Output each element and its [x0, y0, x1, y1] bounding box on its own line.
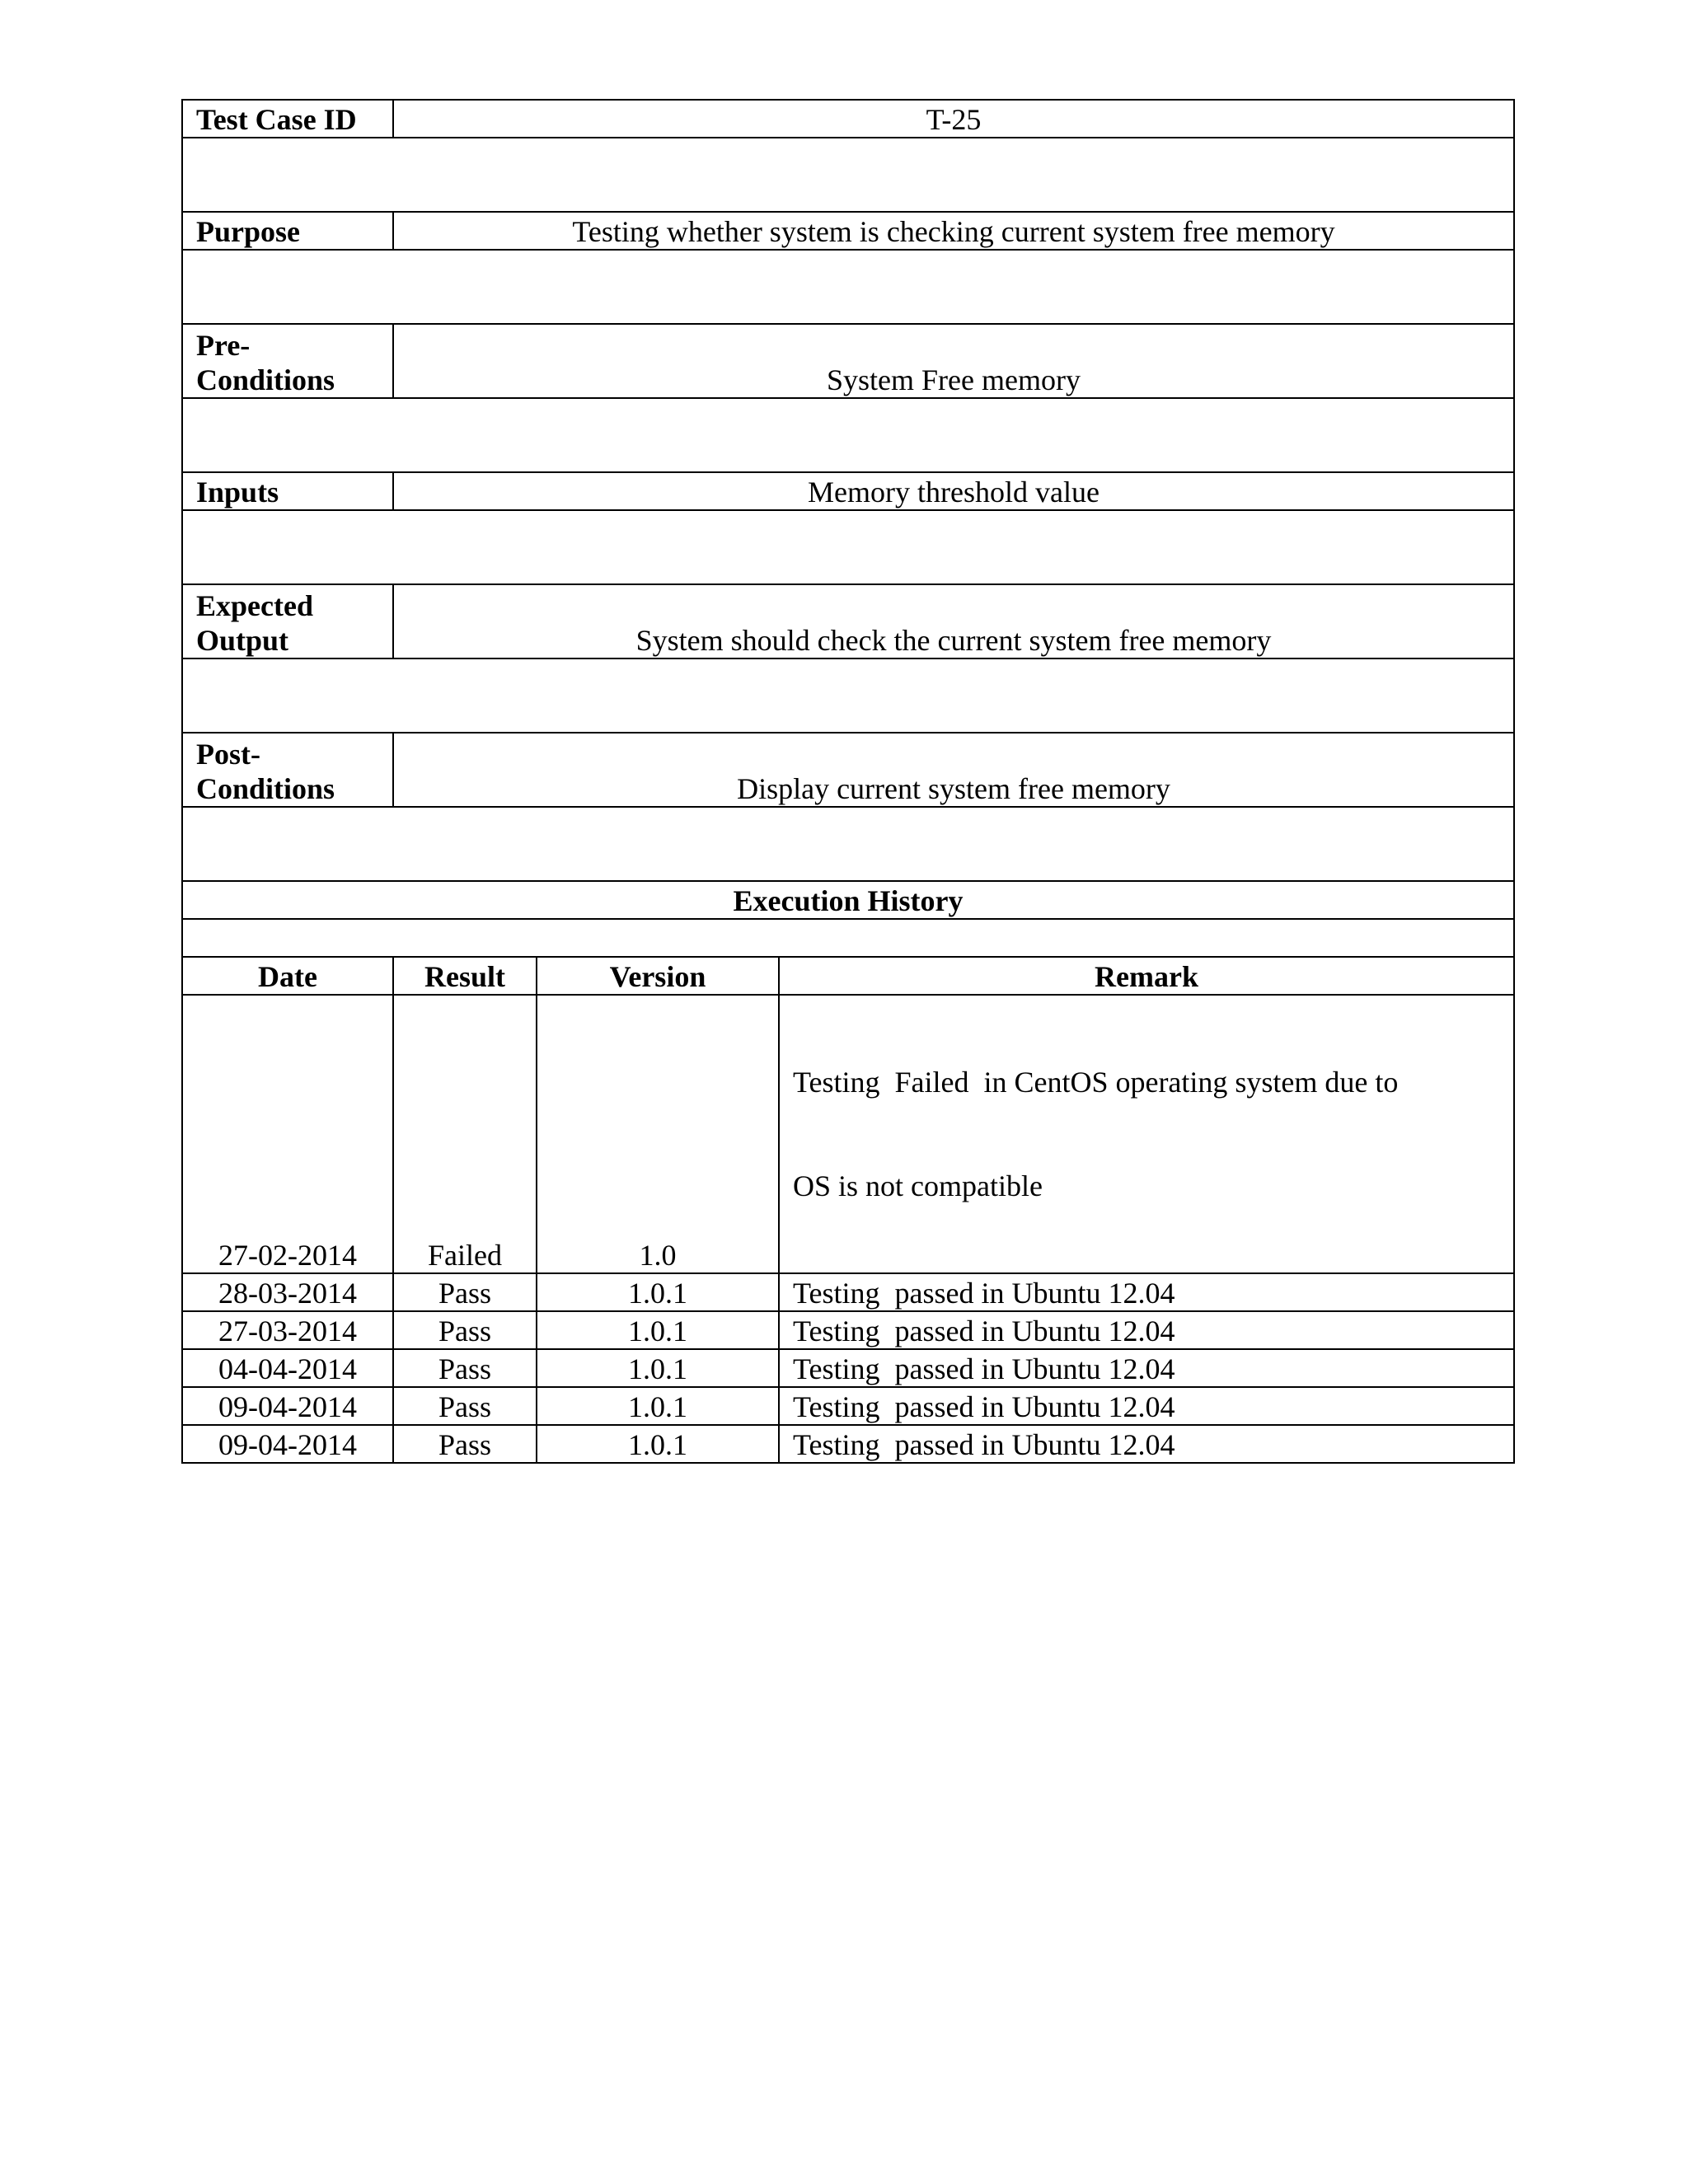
pre-conditions-label — [182, 324, 393, 398]
spacer-row — [182, 807, 1514, 881]
test-case-id-value: T-25 — [393, 100, 1514, 138]
spacer-row — [182, 510, 1514, 584]
spacer-row — [182, 250, 1514, 324]
post-conditions-label-line-1: Post- — [196, 738, 260, 771]
history-remark: Testing passed in Ubuntu 12.04 — [779, 1273, 1514, 1311]
purpose-value: Testing whether system is checking current system free memory — [393, 212, 1514, 250]
spacer-row — [182, 398, 1514, 472]
history-version: 1.0 — [537, 995, 779, 1273]
test-case-id-row — [182, 100, 1514, 138]
expected-output-label-line-2: Output — [196, 624, 289, 657]
pre-conditions-row — [182, 324, 1514, 398]
history-row — [182, 1425, 1514, 1463]
history-date: 04-04-2014 — [182, 1349, 393, 1387]
execution-history-title: Execution History — [182, 881, 1514, 919]
history-remark-line-1: Testing Failed in CentOS operating system due to — [793, 1066, 1399, 1099]
history-remark-line-2: OS is not compatible — [793, 1169, 1043, 1202]
history-row — [182, 1273, 1514, 1311]
expected-output-label — [182, 584, 393, 658]
history-row — [182, 1387, 1514, 1425]
purpose-label: Purpose — [182, 212, 393, 250]
history-remark: Testing passed in Ubuntu 12.04 — [779, 1425, 1514, 1463]
history-date: 27-02-2014 — [182, 995, 393, 1273]
inputs-label: Inputs — [182, 472, 393, 510]
execution-history-heading-row — [182, 881, 1514, 919]
column-header-date: Date — [182, 957, 393, 995]
history-date: 09-04-2014 — [182, 1425, 393, 1463]
history-row — [182, 1311, 1514, 1349]
column-header-result: Result — [393, 957, 537, 995]
inputs-value: Memory threshold value — [393, 472, 1514, 510]
spacer-row — [182, 658, 1514, 733]
history-version: 1.0.1 — [537, 1349, 779, 1387]
spacer-row — [182, 138, 1514, 212]
post-conditions-row — [182, 733, 1514, 807]
pre-conditions-value: System Free memory — [393, 324, 1514, 398]
history-result: Pass — [393, 1425, 537, 1463]
post-conditions-label — [182, 733, 393, 807]
test-case-id-label: Test Case ID — [182, 100, 393, 138]
purpose-row — [182, 212, 1514, 250]
history-result: Pass — [393, 1273, 537, 1311]
history-remark: Testing passed in Ubuntu 12.04 — [779, 1387, 1514, 1425]
history-version: 1.0.1 — [537, 1273, 779, 1311]
pre-conditions-label-line-1: Pre- — [196, 329, 251, 362]
history-date: 09-04-2014 — [182, 1387, 393, 1425]
history-row — [182, 1349, 1514, 1387]
history-row — [182, 995, 1514, 1273]
history-version: 1.0.1 — [537, 1425, 779, 1463]
history-result: Failed — [393, 995, 537, 1273]
history-version: 1.0.1 — [537, 1311, 779, 1349]
column-header-version: Version — [537, 957, 779, 995]
expected-output-value: System should check the current system free memory — [393, 584, 1514, 658]
post-conditions-value: Display current system free memory — [393, 733, 1514, 807]
test-case-table — [181, 99, 1515, 1464]
history-date: 27-03-2014 — [182, 1311, 393, 1349]
history-remark — [779, 995, 1514, 1273]
history-remark: Testing passed in Ubuntu 12.04 — [779, 1311, 1514, 1349]
pre-conditions-label-line-2: Conditions — [196, 363, 335, 396]
history-result: Pass — [393, 1387, 537, 1425]
post-conditions-label-line-2: Conditions — [196, 772, 335, 805]
history-remark: Testing passed in Ubuntu 12.04 — [779, 1349, 1514, 1387]
expected-output-label-line-1: Expected — [196, 589, 313, 622]
spacer-row — [182, 919, 1514, 957]
expected-output-row — [182, 584, 1514, 658]
history-result: Pass — [393, 1349, 537, 1387]
history-date: 28-03-2014 — [182, 1273, 393, 1311]
history-result: Pass — [393, 1311, 537, 1349]
column-header-remark: Remark — [779, 957, 1514, 995]
inputs-row — [182, 472, 1514, 510]
history-header-row — [182, 957, 1514, 995]
history-version: 1.0.1 — [537, 1387, 779, 1425]
